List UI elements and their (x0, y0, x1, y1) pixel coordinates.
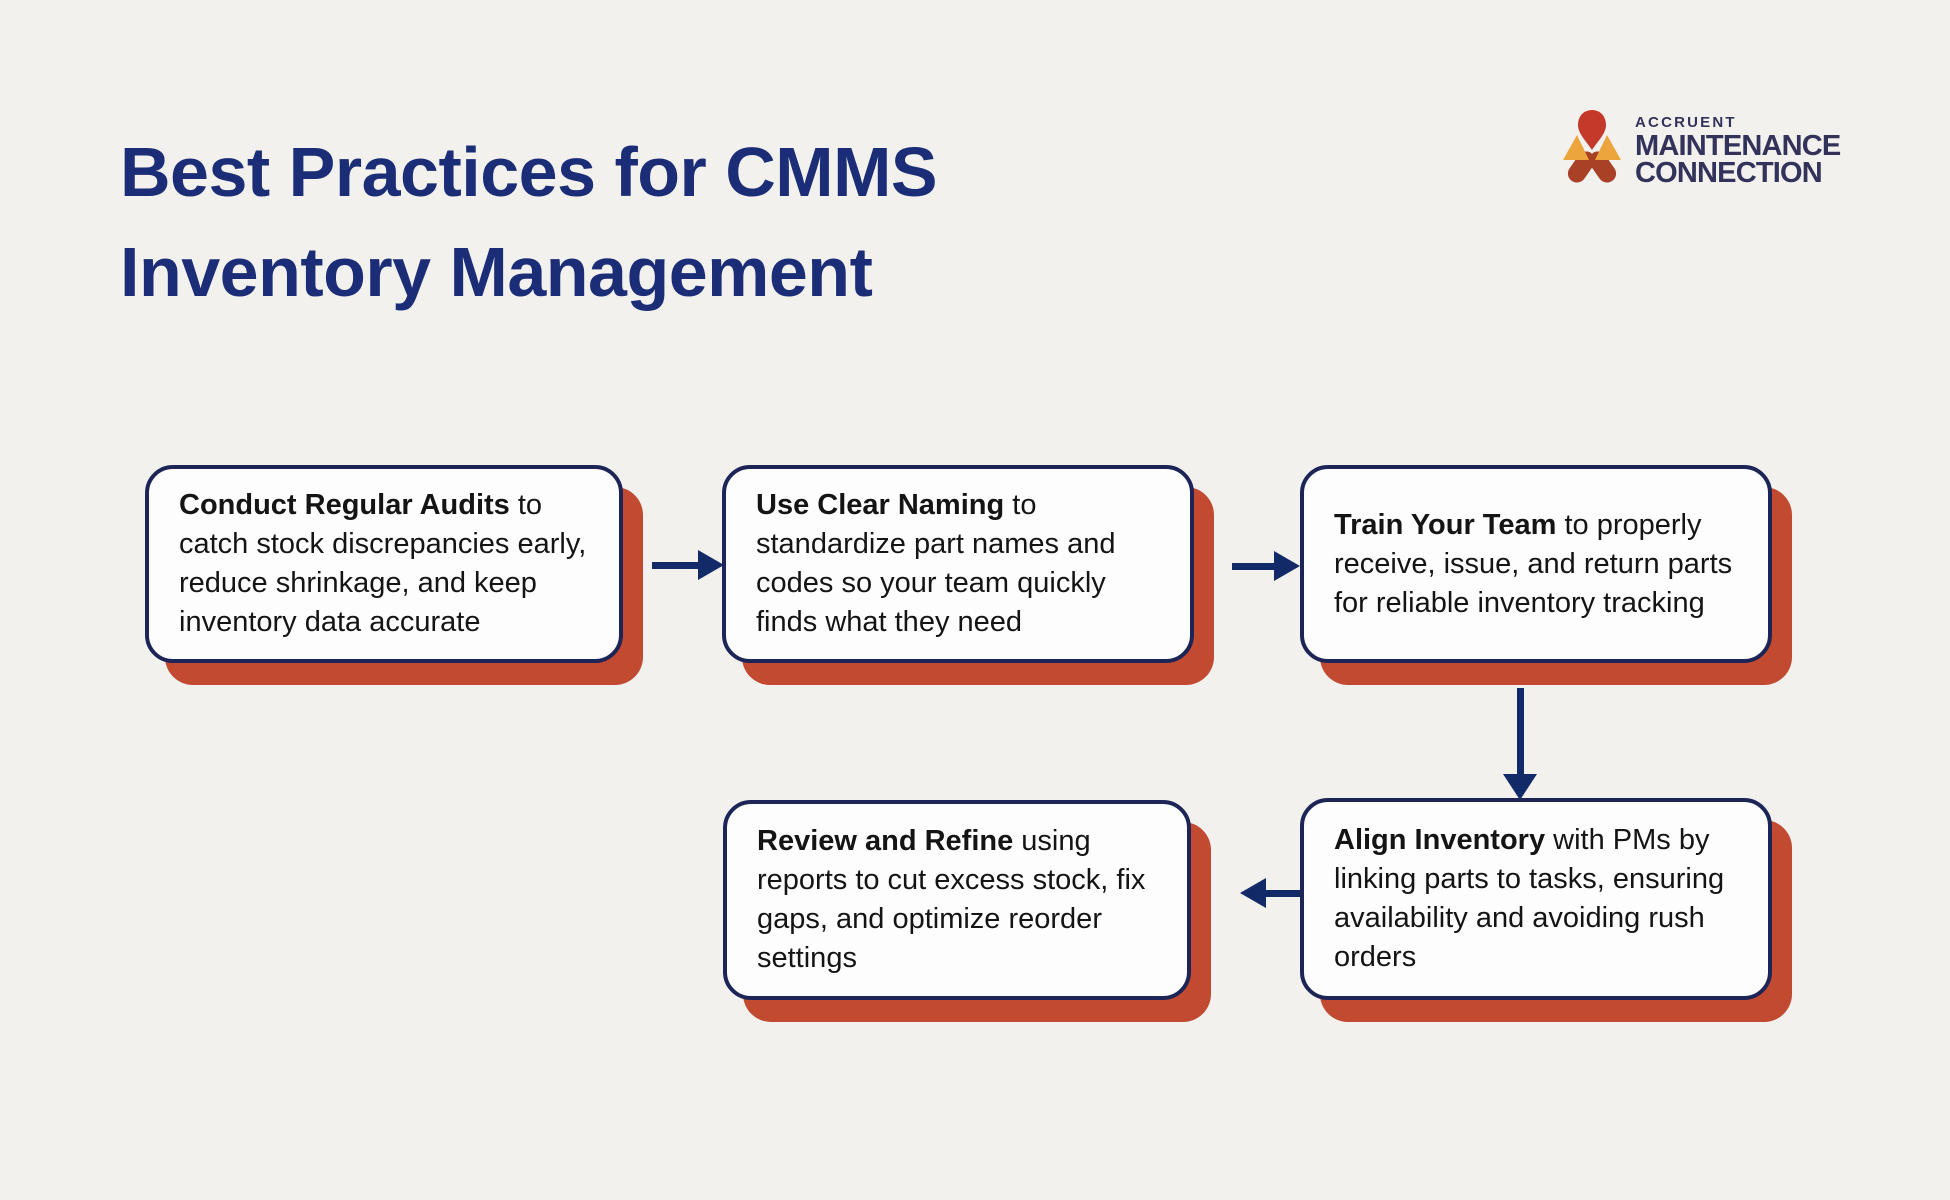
flow-step-card-review-and-refine (723, 800, 1191, 1000)
accruent-logo-icon (1560, 106, 1624, 184)
flow-step-card-train-your-team (1300, 465, 1772, 663)
step-body: to properly receive, issue, and return parts for reliable inventory tracking (1334, 508, 1733, 619)
step-emphasis: Review and Refine (757, 825, 1014, 857)
arrow-head (1503, 774, 1537, 800)
arrow-right-icon (652, 550, 724, 580)
arrow-stem (1517, 688, 1524, 774)
logo-company-name: ACCRUENT (1635, 114, 1737, 131)
flow-step-card-align-inventory (1300, 798, 1772, 1000)
arrow-stem (652, 562, 698, 569)
page-title-line-2: Inventory Management (120, 233, 873, 311)
arrow-right-icon (1232, 551, 1300, 581)
step-text (179, 486, 589, 642)
logo-product-name-line-2: CONNECTION (1635, 157, 1822, 189)
step-text (756, 486, 1160, 642)
step-text (757, 822, 1157, 978)
flow-step-card-conduct-regular-audits (145, 465, 623, 663)
logo-wordmark (1635, 106, 1840, 187)
logo-product-name-line-1: MAINTENANCE (1635, 130, 1841, 162)
arrow-down-icon (1503, 688, 1537, 800)
arrow-left-icon (1240, 878, 1300, 908)
step-emphasis: Conduct Regular Audits (179, 489, 510, 521)
step-emphasis: Train Your Team (1334, 508, 1557, 541)
step-emphasis: Align Inventory (1334, 824, 1546, 856)
page-title (120, 122, 937, 322)
step-body: using reports to cut excess stock, fix gaps, and optimize reorder settings (757, 825, 1146, 974)
arrow-stem (1232, 563, 1274, 570)
accruent-maintenance-connection-logo (1560, 106, 1840, 187)
step-text (1334, 821, 1738, 977)
arrow-head (1274, 551, 1300, 581)
step-body: to catch stock discrepancies early, reduce shrinkage, and keep inventory data accurate (179, 489, 587, 638)
arrow-stem (1266, 890, 1300, 897)
step-body: to standardize part names and codes so your team quickly finds what they need (756, 489, 1116, 638)
step-text (1334, 506, 1738, 623)
arrow-head (698, 550, 724, 580)
arrow-head (1240, 878, 1266, 908)
step-body: with PMs by linking parts to tasks, ensuring availability and avoiding rush orders (1334, 824, 1725, 973)
page-title-line-1: Best Practices for CMMS (120, 133, 938, 211)
flow-step-card-use-clear-naming (722, 465, 1194, 663)
step-emphasis: Use Clear Naming (756, 489, 1005, 521)
